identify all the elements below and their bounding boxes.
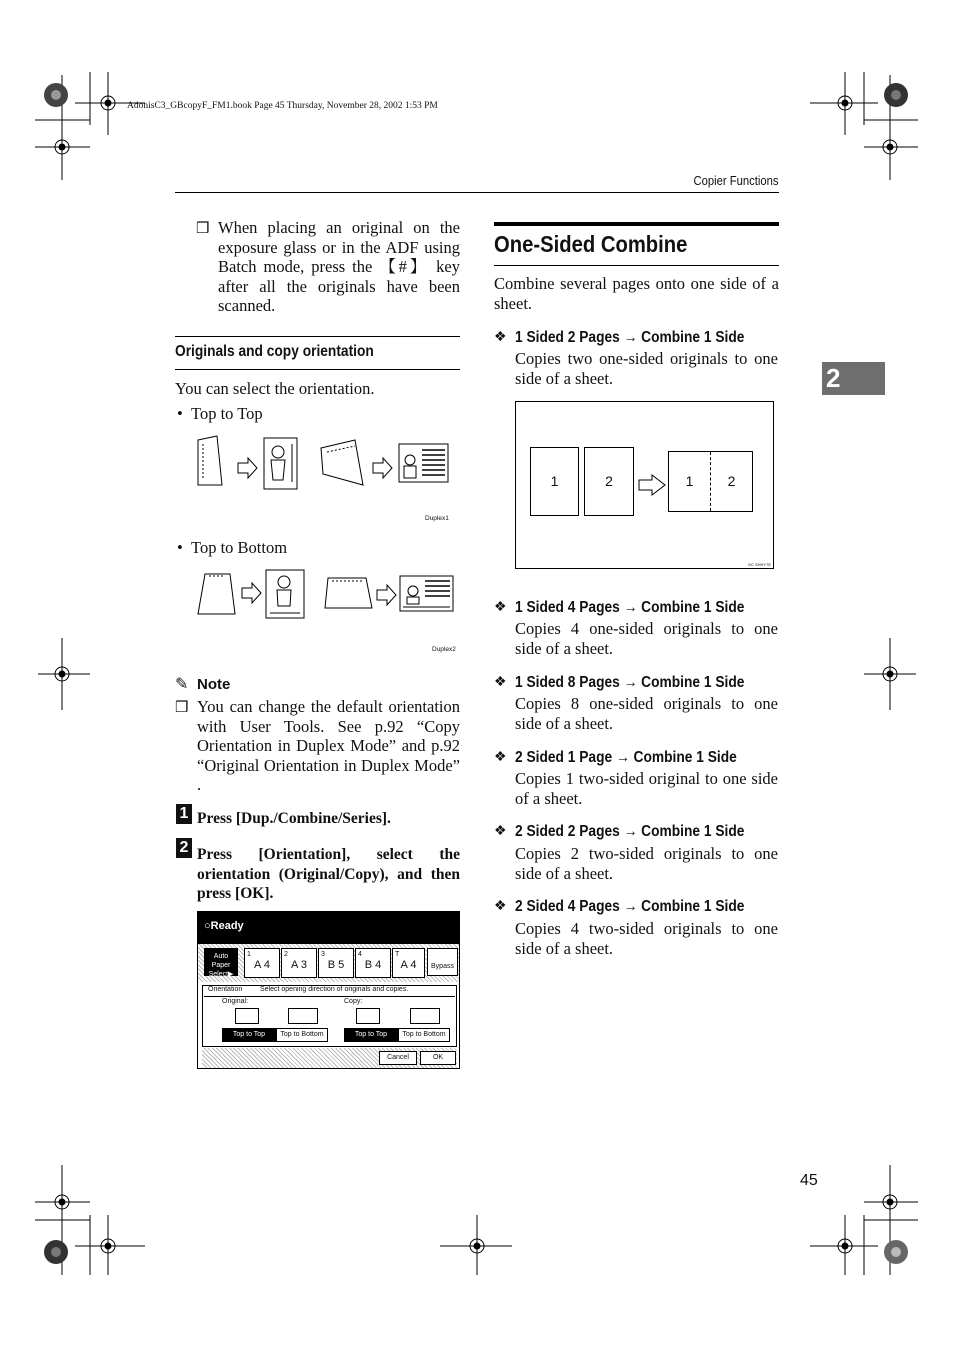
- intro-note-text: When placing an original on the exposure glass or in the ADF using Batch mode, press the 【#】 key after all the originals have been scanned.: [218, 218, 460, 315]
- bypass-button[interactable]: Bypass: [427, 948, 458, 976]
- combine-diagram: [515, 401, 774, 569]
- item-2-text: Copies 4 one-sided originals to one side of a sheet.: [515, 619, 778, 658]
- original-label: Original:: [222, 998, 249, 1005]
- copy-top-to-bottom-button[interactable]: Top to Bottom: [398, 1028, 450, 1042]
- duplex-figure-2: [195, 566, 457, 626]
- item-5-heading: 2 Sided 2 Pages → Combine 1 Side: [515, 823, 745, 840]
- lcd-footer: [202, 1048, 457, 1068]
- auto-paper-select-button[interactable]: Auto Paper Select▶: [204, 948, 238, 976]
- item-6-heading: 2 Sided 4 Pages → Combine 1 Side: [515, 898, 745, 915]
- tray-size: B 4: [364, 959, 382, 971]
- item-4-text: Copies 1 two-sided original to one side of a sheet.: [515, 769, 778, 808]
- note-text: You can change the default orientation with User Tools. See p.92 “Copy Orientation in Duplex Mode” and p.92 “Original Orientation in Duplex Mode” .: [197, 697, 460, 794]
- checkbox-icon: ❒: [175, 700, 189, 716]
- tray-t-button[interactable]: [392, 948, 425, 978]
- step-1: Press [Dup./Combine/Series].: [197, 810, 391, 827]
- note-item: [175, 697, 460, 795]
- original-page-2: 2: [584, 447, 634, 516]
- combined-sheet: [668, 451, 753, 512]
- fig2-caption: Duplex2: [432, 646, 456, 653]
- section-rule-top: [175, 336, 460, 337]
- cancel-button[interactable]: Cancel: [379, 1051, 417, 1065]
- arrow-right-icon: [638, 474, 666, 496]
- checkbox-icon: ❒: [196, 221, 210, 237]
- tray-size: B 5: [327, 959, 345, 971]
- item-3-heading: 1 Sided 8 Pages → Combine 1 Side: [515, 674, 745, 691]
- title-rule-bottom: [494, 265, 779, 266]
- diagram-code: GC SHHY7E: [747, 562, 771, 567]
- orientation-instruction: Select opening direction of originals and copies.: [260, 986, 409, 993]
- diamond-bullet-icon: ❖: [494, 600, 507, 615]
- title-rule-top: [494, 222, 779, 226]
- section-title: Originals and copy orientation: [175, 343, 374, 360]
- combined-page-2: 2: [727, 473, 736, 489]
- tray-1-button[interactable]: [244, 948, 280, 978]
- orientation-label: Orientation: [208, 986, 243, 993]
- step-2: Press [Orientation], select the orientation (Original/Copy), and then press [OK].: [197, 846, 460, 902]
- tray-number: T: [395, 951, 400, 958]
- tray-4-button[interactable]: [355, 948, 391, 978]
- item-3-text: Copies 8 one-sided originals to one side of a sheet.: [515, 694, 778, 733]
- section-rule-bottom: [175, 369, 460, 370]
- section-intro: You can select the orientation.: [175, 379, 375, 398]
- original-top-to-top-button[interactable]: Top to Top: [222, 1028, 276, 1042]
- item-6-text: Copies 4 two-sided originals to one side of a sheet.: [515, 919, 778, 958]
- lcd-status: Ready: [210, 920, 244, 932]
- diamond-bullet-icon: ❖: [494, 750, 507, 765]
- original-top-to-top-icon: [235, 1008, 259, 1024]
- original-top-to-bottom-icon: [288, 1008, 318, 1024]
- tray-number: 3: [321, 951, 325, 958]
- tray-size: A 4: [400, 959, 417, 971]
- item-1-text: Copies two one-sided originals to one side of a sheet.: [515, 349, 778, 388]
- item-5-text: Copies 2 two-sided originals to one side of a sheet.: [515, 844, 778, 883]
- running-head: Copier Functions: [692, 174, 778, 188]
- note-label: Note: [197, 676, 231, 693]
- item-4-heading: 2 Sided 1 Page → Combine 1 Side: [515, 749, 737, 766]
- bullet-label: Top to Bottom: [191, 538, 288, 557]
- original-page-1: 1: [530, 447, 579, 516]
- tray-size: A 4: [254, 959, 270, 971]
- section-intro-right: Combine several pages onto one side of a sheet.: [494, 274, 779, 313]
- diamond-bullet-icon: ❖: [494, 330, 507, 345]
- lcd-status-bar: ○Ready: [198, 912, 460, 944]
- tray-number: 1: [247, 951, 251, 958]
- dialog-divider: [204, 996, 455, 997]
- ok-button[interactable]: OK: [420, 1051, 456, 1065]
- copy-top-to-top-button[interactable]: Top to Top: [344, 1028, 398, 1042]
- diamond-bullet-icon: ❖: [494, 675, 507, 690]
- pencil-icon: ✎: [175, 676, 189, 693]
- tray-number: 4: [358, 951, 362, 958]
- copy-top-to-top-icon: [356, 1008, 380, 1024]
- tray-number: 2: [284, 951, 288, 958]
- diamond-bullet-icon: ❖: [494, 899, 507, 914]
- copy-top-to-bottom-icon: [410, 1008, 440, 1024]
- tray-2-button[interactable]: [281, 948, 317, 978]
- chapter-tab: 2: [822, 362, 885, 395]
- intro-note: [196, 218, 460, 316]
- fig1-caption: Duplex1: [425, 515, 449, 522]
- diamond-bullet-icon: ❖: [494, 824, 507, 839]
- bullet-label: Top to Top: [191, 404, 263, 423]
- header-rule: [175, 192, 779, 193]
- bullet-top-to-top: • Top to Top: [177, 404, 263, 423]
- bullet-top-to-bottom: • Top to Bottom: [177, 538, 288, 557]
- original-top-to-bottom-button[interactable]: Top to Bottom: [276, 1028, 328, 1042]
- step-2-number: 2: [176, 838, 192, 858]
- copy-label: Copy:: [344, 998, 363, 1005]
- page-number: 45: [800, 1172, 818, 1189]
- page-title: One-Sided Combine: [494, 231, 688, 257]
- item-1-heading: 1 Sided 2 Pages → Combine 1 Side: [515, 329, 745, 346]
- item-2-heading: 1 Sided 4 Pages → Combine 1 Side: [515, 599, 745, 616]
- combined-page-1: 1: [685, 473, 694, 489]
- file-info: AdonisC3_GBcopyF_FM1.book Page 45 Thursday, November 28, 2002 1:53 PM: [127, 101, 438, 111]
- tray-3-button[interactable]: [318, 948, 354, 978]
- lcd-panel: [197, 911, 460, 1069]
- step-1-number: 1: [176, 804, 192, 824]
- tray-size: A 3: [291, 959, 307, 971]
- duplex-figure-1: [195, 430, 457, 494]
